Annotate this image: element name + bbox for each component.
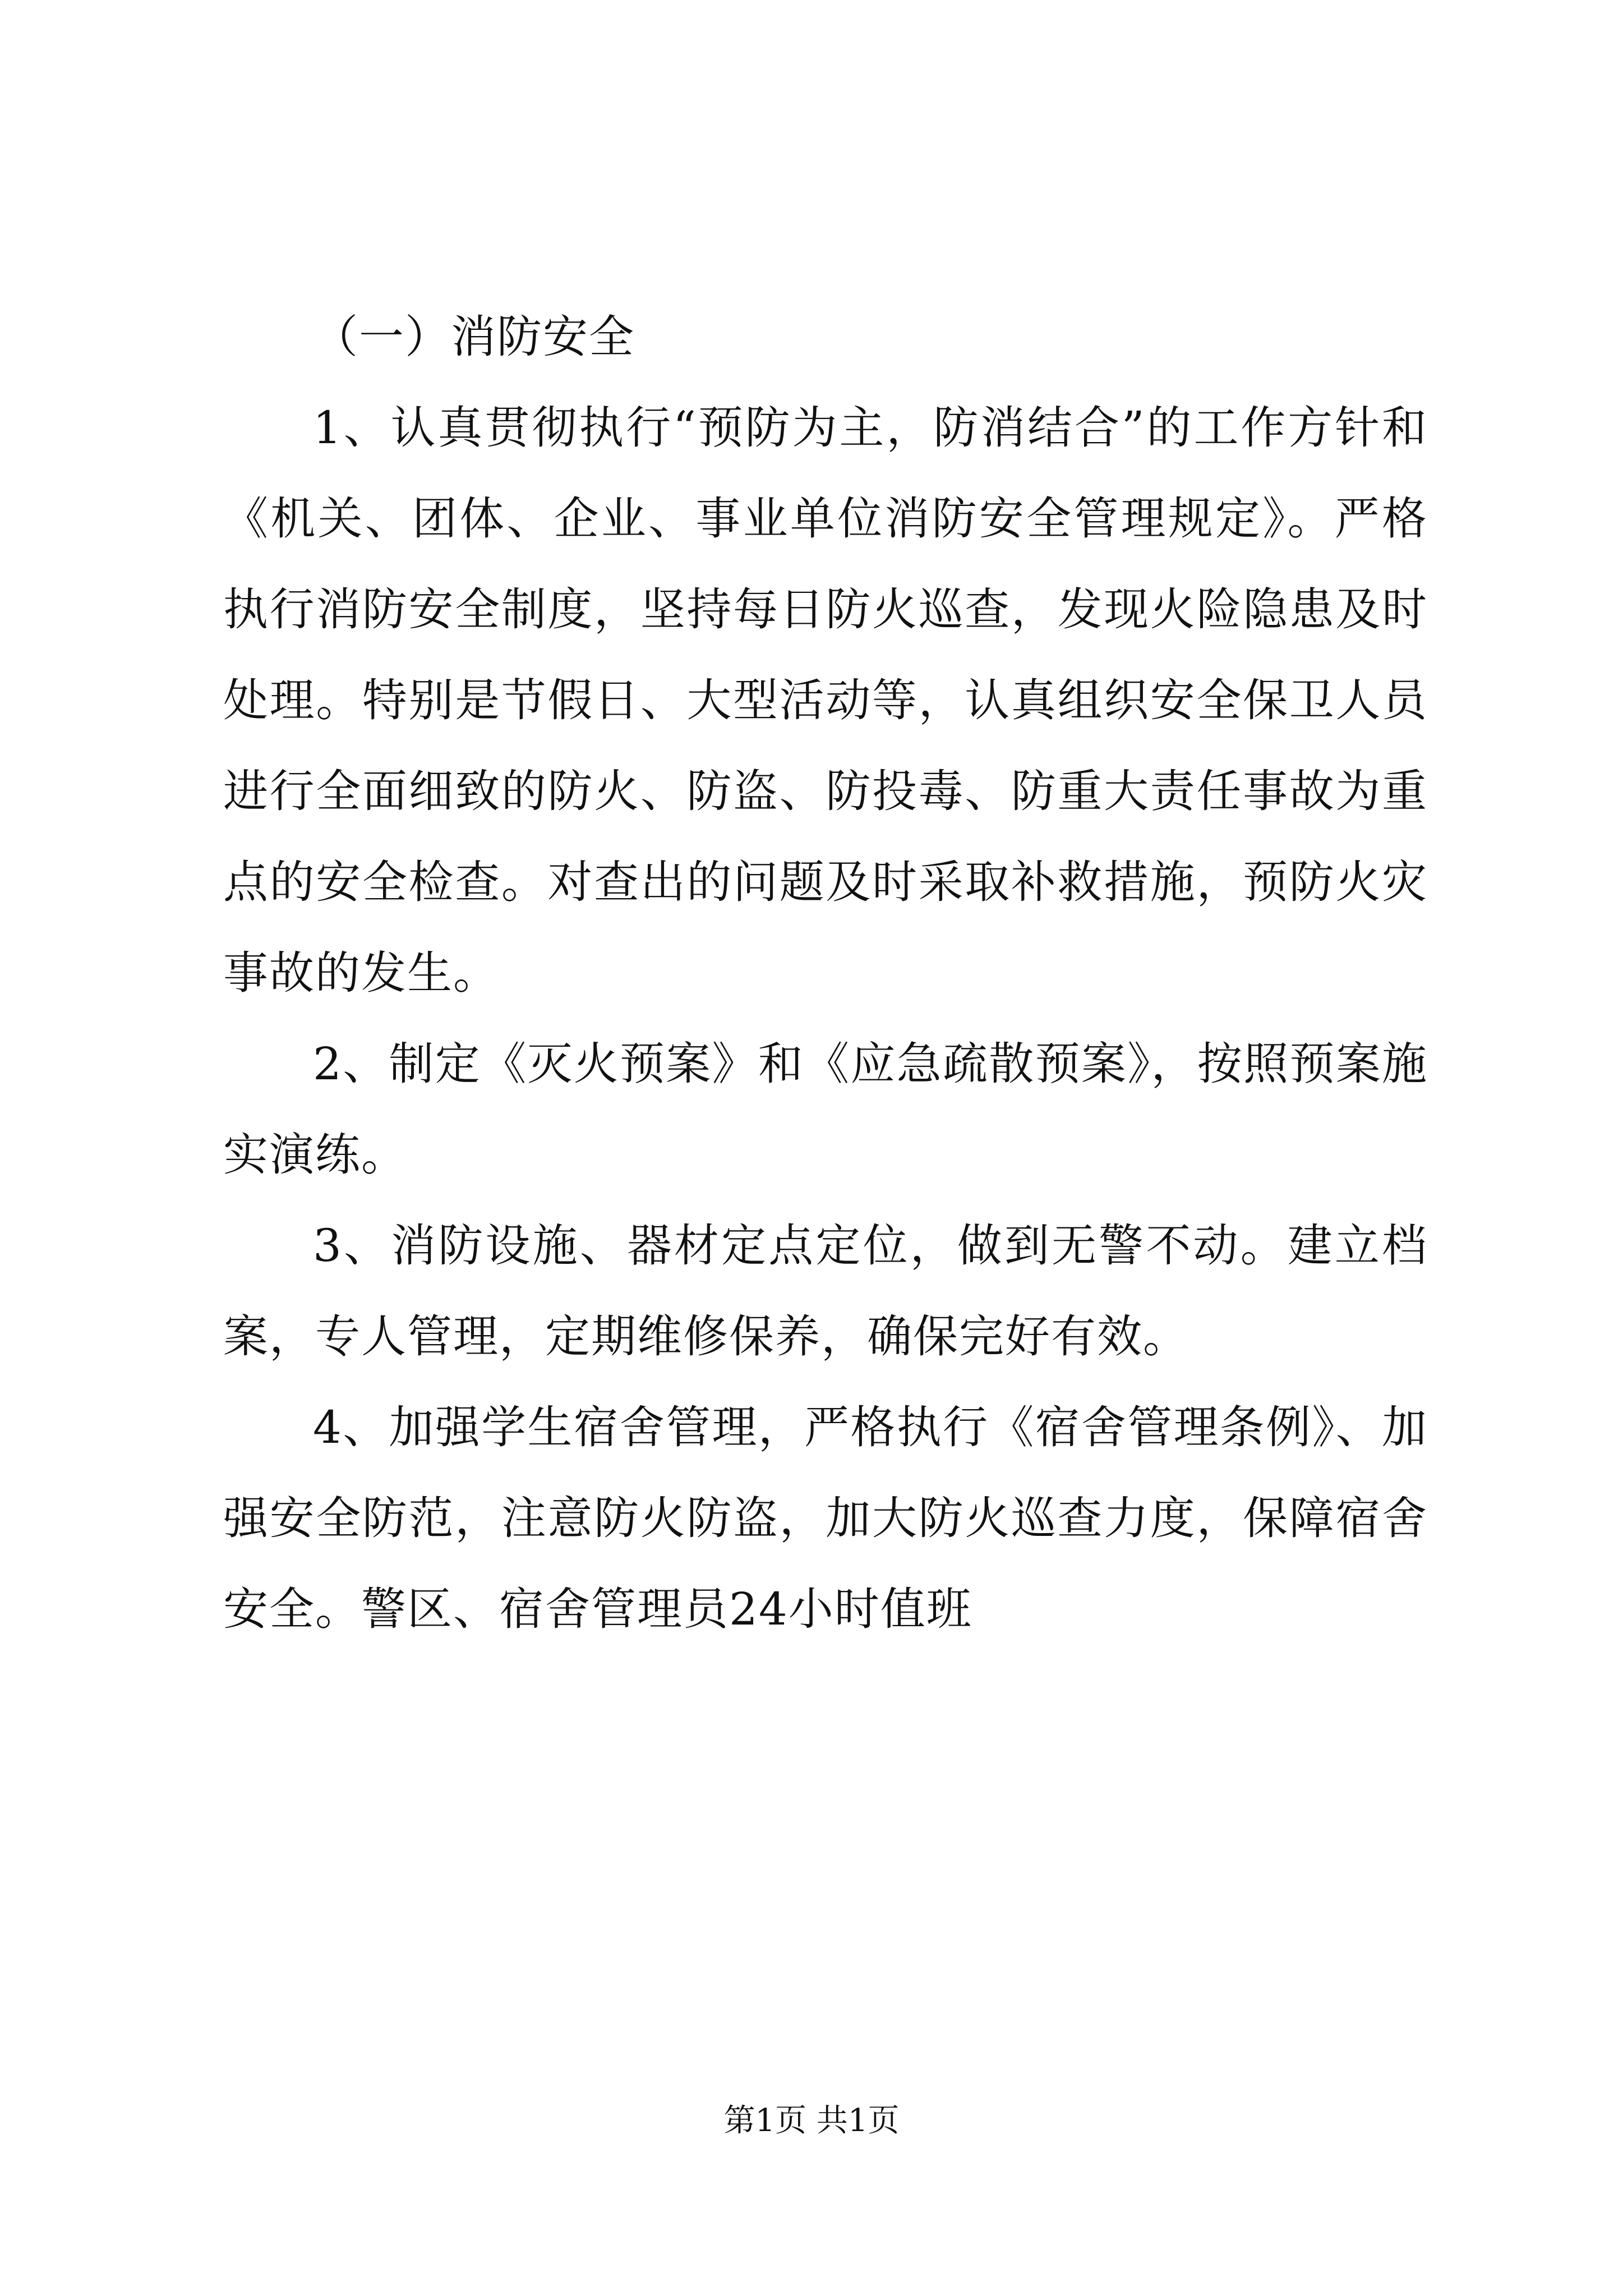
paragraph-3: 3、消防设施、器材定点定位，做到无警不动。建立档案，专人管理，定期维修保养，确保完好有效。 (223, 1220, 1428, 1363)
document-body (223, 292, 1428, 1655)
section-heading: （一）消防安全 (313, 311, 635, 363)
paragraph-4: 4、加强学生宿舍管理，严格执行《宿舍管理条例》、加强安全防范，注意防火防盗，加大防火巡查力度，保障宿舍安全。警区、宿舍管理员24小时值班 (223, 1401, 1428, 1635)
page-footer: 第1页 共1页 (723, 2102, 900, 2139)
paragraph-2: 2、制定《灭火预案》和《应急疏散预案》，按照预案施实演练。 (223, 1038, 1428, 1181)
paragraph-1: 1、认真贯彻执行“预防为主，防消结合”的工作方针和《机关、团体、企业、事业单位消防安全管理规定》。严格执行消防安全制度，坚持每日防火巡查，发现火险隐患及时处理。特别是节假日、大型活动等，认真组织安全保卫人员进行全面细致的防火、防盗、防投毒、防重大责任事故为重点的安全检查。对查出的问题及时采取补救措施，预防火灾事故的发生。 (223, 402, 1428, 999)
